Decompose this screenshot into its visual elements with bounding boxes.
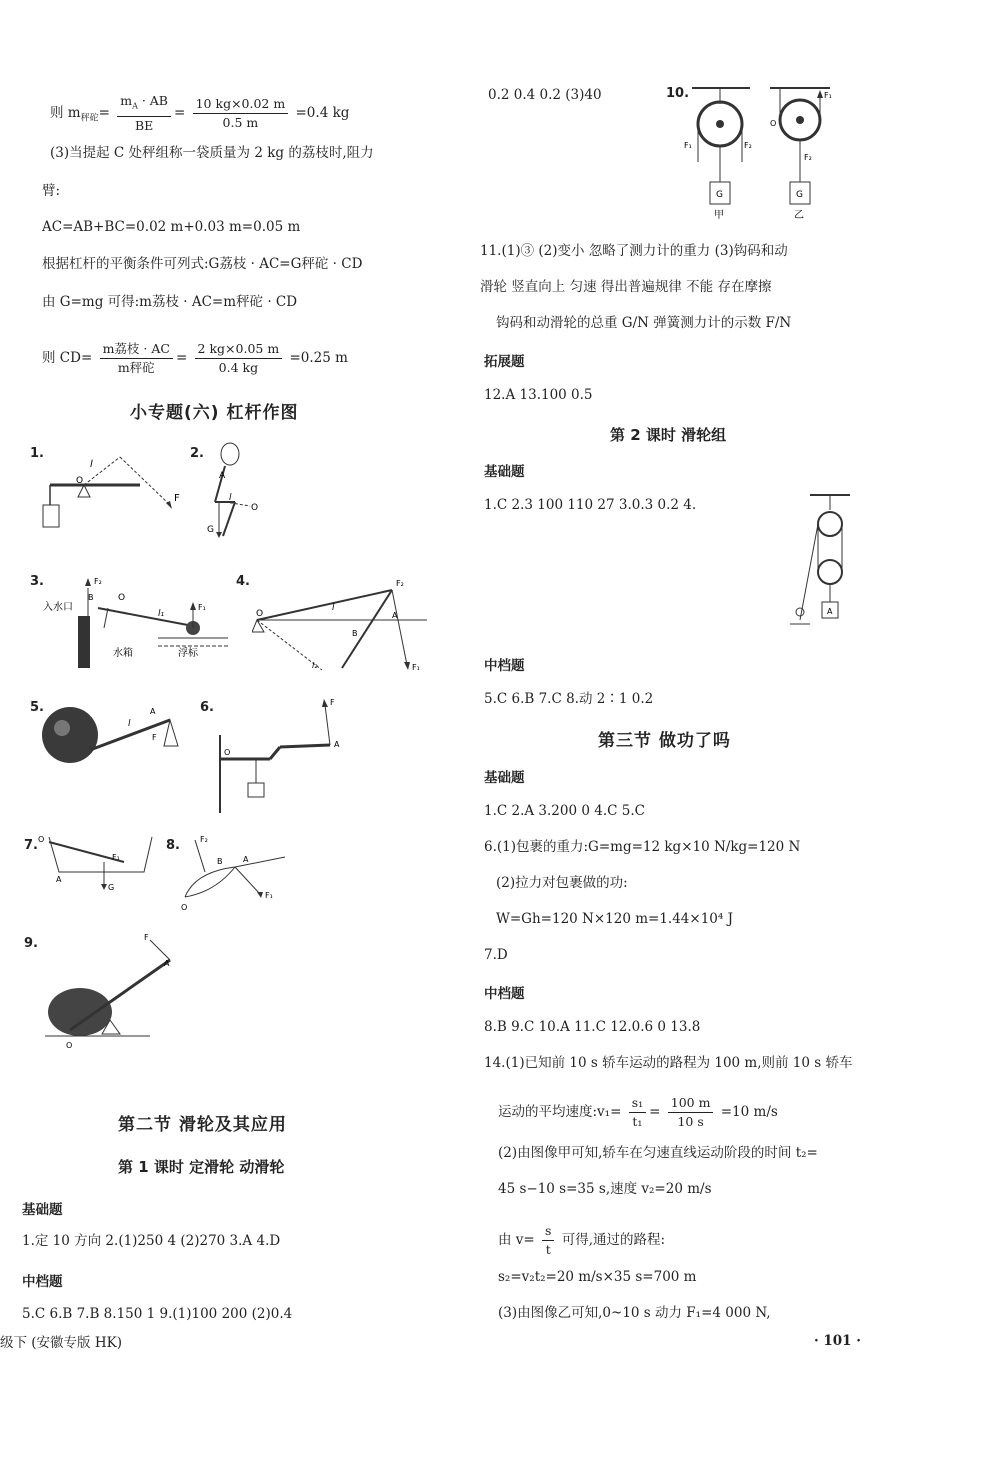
lever-figure-3 xyxy=(38,568,238,678)
answer-line: s₂=v₂t₂=20 m/s×35 s=700 m xyxy=(498,1269,697,1285)
answer-line: 11.(1)③ (2)变小 忽略了测力计的重力 (3)钩码和动 xyxy=(480,243,788,259)
svg-text:F₁: F₁ xyxy=(198,603,206,612)
svg-text:A: A xyxy=(334,740,340,749)
lever-figure-4 xyxy=(252,570,432,680)
svg-text:O: O xyxy=(256,609,264,619)
svg-text:A: A xyxy=(150,707,156,716)
label-jia: 甲 xyxy=(714,210,724,221)
category-label: 基础题 xyxy=(22,1202,63,1218)
svg-text:l: l xyxy=(90,459,93,470)
svg-text:F: F xyxy=(152,733,157,742)
answer-line: W=Gh=120 N×120 m=1.44×10⁴ J xyxy=(496,911,733,927)
float-label: 浮标 xyxy=(178,648,198,659)
svg-text:G: G xyxy=(796,190,803,200)
answer-line: 6.(1)包裹的重力:G=mg=12 kg×10 N/kg=120 N xyxy=(484,839,801,855)
svg-text:O: O xyxy=(770,119,777,128)
page-footer-left: 级下 (安徽专版 HK) xyxy=(0,1335,122,1351)
answer-line: 5.C 6.B 7.B 8.150 1 9.(1)100 200 (2)0.4 xyxy=(22,1306,293,1322)
svg-text:F₂: F₂ xyxy=(804,153,812,162)
svg-text:F₁: F₁ xyxy=(824,91,832,100)
section-heading: 小专题(六) 杠杆作图 xyxy=(130,403,299,423)
answer-line: AC=AB+BC=0.02 m+0.03 m=0.05 m xyxy=(42,219,301,235)
category-label: 中档题 xyxy=(22,1274,63,1290)
answer-line-formula: 由 v= $\frac{s}{t}$ 可得,通过的路程: xyxy=(498,1223,666,1257)
lever-figure-5 xyxy=(40,700,190,780)
svg-text:F₂: F₂ xyxy=(94,577,102,586)
answer-line: 14.(1)已知前 10 s 轿车运动的路程为 100 m,则前 10 s 轿车 xyxy=(484,1055,853,1071)
answer-line: (2)由图像甲可知,轿车在匀速直线运动阶段的时间 t₂= xyxy=(498,1145,818,1161)
svg-text:l: l xyxy=(229,493,232,503)
answer-line: (3)当提起 C 处秤组称一袋质量为 2 kg 的荔枝时,阻力 xyxy=(50,145,374,161)
answer-line: 钩码和动滑轮的总重 G/N 弹簧测力计的示数 F/N xyxy=(496,315,792,331)
svg-text:F: F xyxy=(144,933,149,942)
svg-text:G: G xyxy=(716,190,723,200)
figure-number: 2. xyxy=(190,446,204,461)
svg-text:O: O xyxy=(181,903,188,912)
pulley-block-figure-4 xyxy=(780,490,860,640)
lesson-heading: 第 1 课时 定滑轮 动滑轮 xyxy=(118,1158,285,1176)
answer-line: 由 G=mg 可得:m荔枝 · AC=m秤砣 · CD xyxy=(42,294,298,310)
lesson-heading: 第 2 课时 滑轮组 xyxy=(610,426,727,444)
figure-number: 8. xyxy=(166,838,180,853)
answer-line: 5.C 6.B 7.C 8.动 2∶1 0.2 xyxy=(484,691,654,707)
section-heading: 第三节 做功了吗 xyxy=(598,731,731,751)
svg-text:O: O xyxy=(224,748,231,757)
figure-number: 9. xyxy=(24,936,38,951)
answer-line-cd: 则 CD= $\frac{\text{m荔枝 · AC}}{\text{m秤砣}}$ = $\frac{2 kg\times 0.05 m}{0.4 kg}$ =0.25 m xyxy=(42,341,348,375)
category-label: 基础题 xyxy=(484,770,525,786)
section-heading: 第二节 滑轮及其应用 xyxy=(118,1115,287,1135)
figure-number: 6. xyxy=(200,700,214,715)
page-number: · 101 · xyxy=(814,1333,861,1349)
svg-text:B: B xyxy=(88,593,94,602)
answer-line: 8.B 9.C 10.A 11.C 12.0.6 0 13.8 xyxy=(484,1019,701,1035)
figure-number: 5. xyxy=(30,700,44,715)
lever-figure-1 xyxy=(40,445,180,555)
svg-text:A: A xyxy=(164,959,170,968)
answer-line: 1.C 2.3 100 110 27 3.0.3 0.2 4. xyxy=(484,497,697,513)
answer-line: 12.A 13.100 0.5 xyxy=(484,387,593,403)
svg-text:F: F xyxy=(330,698,335,707)
svg-text:l₁: l₁ xyxy=(158,609,165,619)
lever-figure-7 xyxy=(34,832,154,912)
answer-line-speed: 运动的平均速度:v₁= $\frac{\text{s₁}}{\text{t₁}}$ = $\frac{100 m}{10 s}$ =10 m/s xyxy=(498,1095,778,1129)
svg-text:F₁: F₁ xyxy=(112,853,120,862)
svg-text:F₁: F₁ xyxy=(684,141,692,150)
svg-text:l: l xyxy=(332,603,335,613)
svg-text:l₂: l₂ xyxy=(312,661,318,670)
svg-text:O: O xyxy=(76,476,84,486)
svg-text:l: l xyxy=(128,719,131,729)
category-label: 基础题 xyxy=(484,464,525,480)
category-label: 中档题 xyxy=(484,986,525,1002)
svg-text:O: O xyxy=(38,835,45,844)
svg-text:O: O xyxy=(118,593,126,603)
figure-number: 3. xyxy=(30,574,44,589)
answer-line: 0.2 0.4 0.2 (3)40 xyxy=(488,87,602,103)
svg-text:F₁: F₁ xyxy=(412,663,420,672)
svg-text:F: F xyxy=(174,493,180,504)
svg-text:F₁: F₁ xyxy=(265,891,273,900)
answer-line: 1.定 10 方向 2.(1)250 4 (2)270 3.A 4.D xyxy=(22,1233,281,1249)
question-number: 10. xyxy=(666,86,690,101)
answer-line: 臂: xyxy=(42,183,61,199)
figure-number: 7. xyxy=(24,838,38,853)
svg-text:F₂: F₂ xyxy=(396,579,404,588)
lever-figure-2 xyxy=(195,440,275,550)
category-label: 中档题 xyxy=(484,658,525,674)
svg-text:A: A xyxy=(56,875,62,884)
tank-label: 水箱 xyxy=(113,648,133,659)
answer-line: 7.D xyxy=(484,947,508,963)
pulley-figure-10 xyxy=(680,82,850,227)
answer-line: 滑轮 竖直向上 匀速 得出普遍规律 不能 存在摩擦 xyxy=(480,279,772,295)
svg-text:A: A xyxy=(219,471,226,481)
svg-text:O: O xyxy=(66,1041,73,1050)
answer-line: (3)由图像乙可知,0~10 s 动力 F₁=4 000 N, xyxy=(498,1305,771,1321)
answer-line: 根据杠杆的平衡条件可列式:G荔枝 · AC=G秤砣 · CD xyxy=(42,256,363,272)
inlet-label: 入水口 xyxy=(43,602,73,613)
svg-text:B: B xyxy=(217,857,223,866)
svg-text:A: A xyxy=(243,855,249,864)
figure-number: 4. xyxy=(236,574,250,589)
svg-text:F₂: F₂ xyxy=(200,835,208,844)
answer-line: 45 s−10 s=35 s,速度 v₂=20 m/s xyxy=(498,1181,712,1197)
answer-line-mass: 则 $m_{秤砣}=$ $\frac{m_A \cdot AB}{BE}$ = $\frac{10 kg\times 0.02 m}{0.5 m}$ =0.4 kg xyxy=(50,93,350,133)
answer-line: 1.C 2.A 3.200 0 4.C 5.C xyxy=(484,803,645,819)
svg-text:A: A xyxy=(827,607,833,616)
svg-text:F₂: F₂ xyxy=(744,141,752,150)
lever-figure-6 xyxy=(210,695,360,815)
svg-text:G: G xyxy=(207,525,214,535)
svg-text:O: O xyxy=(251,503,259,513)
figure-number: 1. xyxy=(30,446,44,461)
answer-line: (2)拉力对包裹做的功: xyxy=(496,875,628,891)
svg-text:G: G xyxy=(108,883,115,892)
label-yi: 乙 xyxy=(794,210,804,221)
category-label: 拓展题 xyxy=(484,354,525,370)
svg-text:B: B xyxy=(352,629,358,638)
lever-figure-8 xyxy=(175,832,295,912)
lever-figure-9 xyxy=(40,930,190,1050)
svg-text:A: A xyxy=(392,611,398,620)
